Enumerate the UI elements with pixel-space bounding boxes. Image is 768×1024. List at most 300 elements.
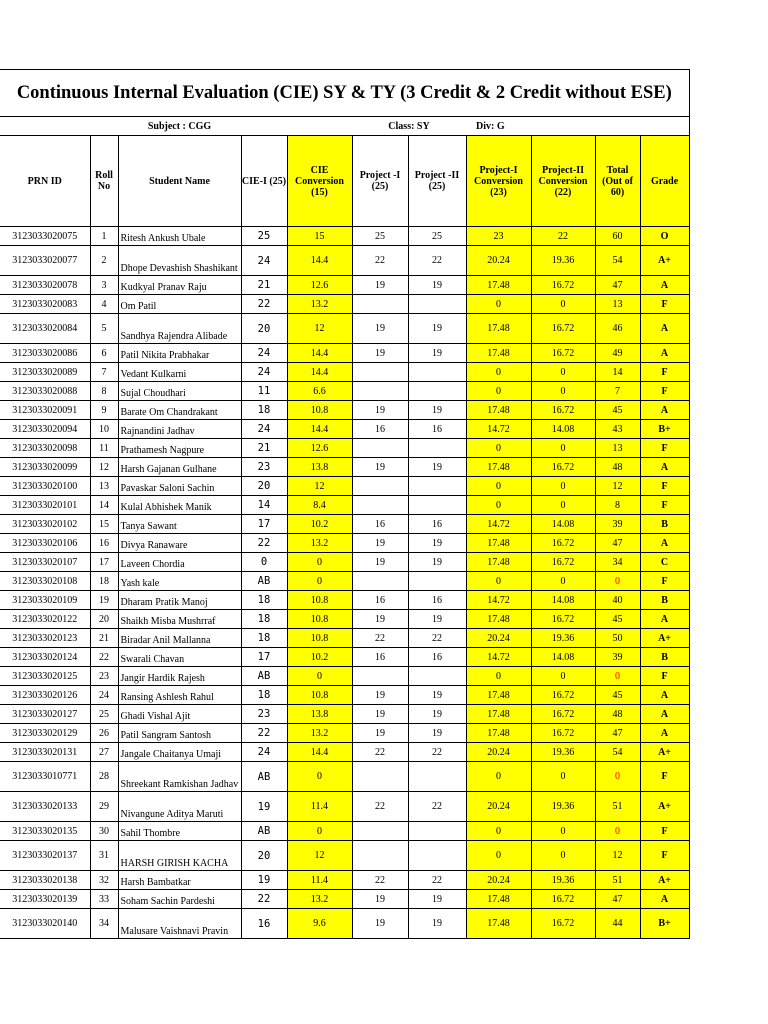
student-name-cell: Laveen Chordia xyxy=(118,553,241,572)
project-2-cell xyxy=(408,382,466,401)
cie-score-cell: 23 xyxy=(241,705,287,724)
student-name-cell: Kudkyal Pranav Raju xyxy=(118,276,241,295)
roll-cell: 5 xyxy=(90,314,118,344)
project-1-cell: 19 xyxy=(352,724,408,743)
grade-cell: F xyxy=(640,841,689,871)
project-1-cell xyxy=(352,572,408,591)
project-2-cell: 19 xyxy=(408,344,466,363)
roll-cell: 15 xyxy=(90,515,118,534)
table-row xyxy=(0,743,689,762)
total-cell: 43 xyxy=(595,420,640,439)
project-1-cell xyxy=(352,822,408,841)
project-2-conversion-cell: 16.72 xyxy=(531,724,595,743)
total-cell: 45 xyxy=(595,686,640,705)
project-2-cell: 19 xyxy=(408,724,466,743)
grade-cell: A+ xyxy=(640,629,689,648)
project-2-conversion-cell: 14.08 xyxy=(531,515,595,534)
cie-table xyxy=(0,69,690,939)
prn-cell: 3123033020127 xyxy=(0,705,90,724)
project-1-conversion-cell: 0 xyxy=(466,762,531,792)
project-1-cell: 19 xyxy=(352,314,408,344)
prn-cell: 3123033020091 xyxy=(0,401,90,420)
total-cell: 45 xyxy=(595,401,640,420)
project-2-conversion-cell: 0 xyxy=(531,439,595,458)
student-name-cell: Patil Sangram Santosh xyxy=(118,724,241,743)
project-1-conversion-cell: 20.24 xyxy=(466,629,531,648)
project-1-conversion-cell: 0 xyxy=(466,363,531,382)
project-1-cell xyxy=(352,439,408,458)
roll-cell: 20 xyxy=(90,610,118,629)
project-1-conversion-cell: 0 xyxy=(466,667,531,686)
project-1-conversion-cell: 17.48 xyxy=(466,890,531,909)
project-2-conversion-cell: 0 xyxy=(531,295,595,314)
project-2-conversion-cell: 16.72 xyxy=(531,705,595,724)
roll-cell: 26 xyxy=(90,724,118,743)
project-2-conversion-cell: 16.72 xyxy=(531,344,595,363)
grade-cell: F xyxy=(640,477,689,496)
cie-conversion-cell: 0 xyxy=(287,553,352,572)
table-row xyxy=(0,890,689,909)
student-name-cell: Jangale Chaitanya Umaji xyxy=(118,743,241,762)
header-grade: Grade xyxy=(640,136,689,227)
grade-cell: F xyxy=(640,382,689,401)
project-1-conversion-cell: 0 xyxy=(466,295,531,314)
header-cie: CIE-I (25) xyxy=(241,136,287,227)
project-1-cell: 25 xyxy=(352,227,408,246)
project-2-cell xyxy=(408,762,466,792)
total-cell: 47 xyxy=(595,724,640,743)
cie-score-cell: 11 xyxy=(241,382,287,401)
project-2-conversion-cell: 0 xyxy=(531,762,595,792)
table-row xyxy=(0,909,689,939)
table-row xyxy=(0,648,689,667)
project-2-cell: 22 xyxy=(408,246,466,276)
student-name-cell: Harsh Gajanan Gulhane xyxy=(118,458,241,477)
prn-cell: 3123033020139 xyxy=(0,890,90,909)
prn-cell: 3123033020078 xyxy=(0,276,90,295)
project-2-cell: 22 xyxy=(408,871,466,890)
grade-cell: A xyxy=(640,344,689,363)
grade-cell: A xyxy=(640,276,689,295)
table-row xyxy=(0,629,689,648)
project-2-cell: 19 xyxy=(408,314,466,344)
grade-cell: F xyxy=(640,363,689,382)
table-row xyxy=(0,792,689,822)
cie-conversion-cell: 10.8 xyxy=(287,401,352,420)
prn-cell: 3123033020086 xyxy=(0,344,90,363)
roll-cell: 29 xyxy=(90,792,118,822)
grade-cell: A xyxy=(640,534,689,553)
prn-cell: 3123033020084 xyxy=(0,314,90,344)
project-1-cell xyxy=(352,382,408,401)
project-1-conversion-cell: 17.48 xyxy=(466,553,531,572)
project-2-cell: 16 xyxy=(408,648,466,667)
grade-cell: F xyxy=(640,496,689,515)
project-1-cell: 19 xyxy=(352,909,408,939)
project-1-cell: 22 xyxy=(352,629,408,648)
prn-cell: 3123033020138 xyxy=(0,871,90,890)
project-1-conversion-cell: 0 xyxy=(466,477,531,496)
student-name-cell: Sujal Choudhari xyxy=(118,382,241,401)
table-row xyxy=(0,667,689,686)
prn-cell: 3123033020107 xyxy=(0,553,90,572)
total-cell: 47 xyxy=(595,890,640,909)
roll-cell: 33 xyxy=(90,890,118,909)
cie-conversion-cell: 8.4 xyxy=(287,496,352,515)
grade-cell: A xyxy=(640,705,689,724)
total-cell: 12 xyxy=(595,477,640,496)
roll-cell: 19 xyxy=(90,591,118,610)
project-1-conversion-cell: 14.72 xyxy=(466,515,531,534)
project-2-cell: 16 xyxy=(408,515,466,534)
student-name-cell: Soham Sachin Pardeshi xyxy=(118,890,241,909)
project-2-cell: 19 xyxy=(408,909,466,939)
total-cell: 34 xyxy=(595,553,640,572)
table-row xyxy=(0,246,689,276)
student-name-cell: Harsh Bambatkar xyxy=(118,871,241,890)
grade-cell: A+ xyxy=(640,871,689,890)
grade-cell: B xyxy=(640,648,689,667)
cie-score-cell: 14 xyxy=(241,496,287,515)
table-row xyxy=(0,363,689,382)
cie-score-cell: 18 xyxy=(241,591,287,610)
project-1-conversion-cell: 17.48 xyxy=(466,344,531,363)
total-cell: 13 xyxy=(595,295,640,314)
cie-conversion-cell: 12.6 xyxy=(287,439,352,458)
project-1-conversion-cell: 17.48 xyxy=(466,686,531,705)
roll-cell: 9 xyxy=(90,401,118,420)
student-name-cell: Patil Nikita Prabhakar xyxy=(118,344,241,363)
project-1-conversion-cell: 20.24 xyxy=(466,792,531,822)
project-2-conversion-cell: 14.08 xyxy=(531,648,595,667)
grade-cell: A xyxy=(640,610,689,629)
project-2-cell: 19 xyxy=(408,458,466,477)
total-cell: 60 xyxy=(595,227,640,246)
table-row xyxy=(0,458,689,477)
student-name-cell: Shaikh Misba Mushrraf xyxy=(118,610,241,629)
total-cell: 40 xyxy=(595,591,640,610)
total-cell: 48 xyxy=(595,458,640,477)
cie-conversion-cell: 10.8 xyxy=(287,629,352,648)
project-1-conversion-cell: 20.24 xyxy=(466,871,531,890)
project-2-conversion-cell: 0 xyxy=(531,477,595,496)
total-cell: 13 xyxy=(595,439,640,458)
project-1-conversion-cell: 0 xyxy=(466,572,531,591)
roll-cell: 13 xyxy=(90,477,118,496)
grade-cell: B xyxy=(640,515,689,534)
project-1-conversion-cell: 17.48 xyxy=(466,534,531,553)
table-row xyxy=(0,295,689,314)
project-1-conversion-cell: 14.72 xyxy=(466,591,531,610)
grade-cell: O xyxy=(640,227,689,246)
project-1-cell: 22 xyxy=(352,246,408,276)
grade-cell: A+ xyxy=(640,792,689,822)
roll-cell: 25 xyxy=(90,705,118,724)
table-row xyxy=(0,822,689,841)
cie-conversion-cell: 14.4 xyxy=(287,344,352,363)
roll-cell: 8 xyxy=(90,382,118,401)
cie-conversion-cell: 0 xyxy=(287,572,352,591)
cie-conversion-cell: 15 xyxy=(287,227,352,246)
cie-score-cell: 19 xyxy=(241,792,287,822)
project-1-cell xyxy=(352,667,408,686)
project-1-conversion-cell: 0 xyxy=(466,382,531,401)
roll-cell: 28 xyxy=(90,762,118,792)
table-row xyxy=(0,686,689,705)
table-row xyxy=(0,227,689,246)
project-1-cell: 19 xyxy=(352,686,408,705)
total-cell: 51 xyxy=(595,871,640,890)
cie-score-cell: 24 xyxy=(241,363,287,382)
project-1-conversion-cell: 17.48 xyxy=(466,314,531,344)
project-1-conversion-cell: 23 xyxy=(466,227,531,246)
project-1-conversion-cell: 17.48 xyxy=(466,724,531,743)
student-name-cell: Yash kale xyxy=(118,572,241,591)
cie-score-cell: 18 xyxy=(241,629,287,648)
cie-score-cell: 22 xyxy=(241,890,287,909)
table-row xyxy=(0,477,689,496)
cie-conversion-cell: 12 xyxy=(287,841,352,871)
project-1-conversion-cell: 17.48 xyxy=(466,705,531,724)
table-row xyxy=(0,382,689,401)
student-name-cell: Nivangune Aditya Maruti xyxy=(118,792,241,822)
cie-score-cell: 20 xyxy=(241,841,287,871)
cie-score-cell: AB xyxy=(241,762,287,792)
prn-cell: 3123033020098 xyxy=(0,439,90,458)
total-cell: 54 xyxy=(595,743,640,762)
project-2-conversion-cell: 19.36 xyxy=(531,871,595,890)
grade-cell: A xyxy=(640,724,689,743)
cie-conversion-cell: 0 xyxy=(287,762,352,792)
total-cell: 46 xyxy=(595,314,640,344)
prn-cell: 3123033020133 xyxy=(0,792,90,822)
total-cell: 0 xyxy=(595,572,640,591)
roll-cell: 12 xyxy=(90,458,118,477)
roll-cell: 23 xyxy=(90,667,118,686)
grade-cell: B xyxy=(640,591,689,610)
project-1-cell: 16 xyxy=(352,648,408,667)
student-name-cell: Kulal Abhishek Manik xyxy=(118,496,241,515)
prn-cell: 3123033020135 xyxy=(0,822,90,841)
student-name-cell: Vedant Kulkarni xyxy=(118,363,241,382)
project-2-cell: 16 xyxy=(408,591,466,610)
student-name-cell: Dharam Pratik Manoj xyxy=(118,591,241,610)
student-name-cell: Jangir Hardik Rajesh xyxy=(118,667,241,686)
cie-conversion-cell: 9.6 xyxy=(287,909,352,939)
cie-conversion-cell: 10.2 xyxy=(287,648,352,667)
grade-cell: A xyxy=(640,314,689,344)
prn-cell: 3123033020126 xyxy=(0,686,90,705)
project-1-cell: 19 xyxy=(352,344,408,363)
project-1-cell: 16 xyxy=(352,420,408,439)
project-2-cell xyxy=(408,439,466,458)
student-name-cell: Dhope Devashish Shashikant xyxy=(118,246,241,276)
cie-score-cell: 20 xyxy=(241,477,287,496)
table-row xyxy=(0,762,689,792)
project-2-cell: 22 xyxy=(408,792,466,822)
project-2-cell: 19 xyxy=(408,534,466,553)
table-row xyxy=(0,724,689,743)
table-row xyxy=(0,515,689,534)
prn-cell: 3123033020106 xyxy=(0,534,90,553)
roll-cell: 14 xyxy=(90,496,118,515)
table-row xyxy=(0,401,689,420)
project-2-cell: 16 xyxy=(408,420,466,439)
cie-score-cell: 24 xyxy=(241,344,287,363)
cie-score-cell: 19 xyxy=(241,871,287,890)
project-2-cell: 19 xyxy=(408,553,466,572)
student-name-cell: Om Patil xyxy=(118,295,241,314)
project-1-conversion-cell: 0 xyxy=(466,439,531,458)
grade-cell: F xyxy=(640,762,689,792)
grade-cell: A xyxy=(640,686,689,705)
prn-cell: 3123033020140 xyxy=(0,909,90,939)
project-1-cell: 22 xyxy=(352,871,408,890)
student-name-cell: Sahil Thombre xyxy=(118,822,241,841)
roll-cell: 18 xyxy=(90,572,118,591)
project-2-cell xyxy=(408,477,466,496)
cie-score-cell: 21 xyxy=(241,276,287,295)
class-label: Class: SY xyxy=(352,117,466,136)
student-name-cell: Ghadi Vishal Ajit xyxy=(118,705,241,724)
project-1-cell xyxy=(352,762,408,792)
grade-cell: A xyxy=(640,890,689,909)
project-1-conversion-cell: 0 xyxy=(466,496,531,515)
student-name-cell: Sandhya Rajendra Alibade xyxy=(118,314,241,344)
roll-cell: 21 xyxy=(90,629,118,648)
prn-cell: 3123033020109 xyxy=(0,591,90,610)
project-2-conversion-cell: 0 xyxy=(531,822,595,841)
project-2-conversion-cell: 14.08 xyxy=(531,420,595,439)
cie-conversion-cell: 11.4 xyxy=(287,792,352,822)
prn-cell: 3123033020099 xyxy=(0,458,90,477)
project-1-cell: 22 xyxy=(352,792,408,822)
project-1-cell: 19 xyxy=(352,610,408,629)
cie-score-cell: AB xyxy=(241,572,287,591)
cie-conversion-cell: 12.6 xyxy=(287,276,352,295)
header-project-2-conversion: Project-II Conversion (22) xyxy=(531,136,595,227)
cie-conversion-cell: 13.2 xyxy=(287,724,352,743)
roll-cell: 30 xyxy=(90,822,118,841)
cie-score-cell: 22 xyxy=(241,724,287,743)
cie-score-cell: 18 xyxy=(241,686,287,705)
roll-cell: 32 xyxy=(90,871,118,890)
cie-conversion-cell: 10.8 xyxy=(287,686,352,705)
project-1-cell: 19 xyxy=(352,534,408,553)
table-row xyxy=(0,496,689,515)
student-name-cell: HARSH GIRISH KACHA xyxy=(118,841,241,871)
prn-cell: 3123033020075 xyxy=(0,227,90,246)
cie-score-cell: 24 xyxy=(241,420,287,439)
roll-cell: 10 xyxy=(90,420,118,439)
project-1-cell xyxy=(352,496,408,515)
project-2-cell: 22 xyxy=(408,629,466,648)
project-2-conversion-cell: 16.72 xyxy=(531,909,595,939)
project-2-cell xyxy=(408,667,466,686)
project-2-cell xyxy=(408,841,466,871)
header-project-1: Project -I (25) xyxy=(352,136,408,227)
project-2-conversion-cell: 0 xyxy=(531,667,595,686)
project-1-cell: 19 xyxy=(352,705,408,724)
table-row xyxy=(0,705,689,724)
grade-cell: B+ xyxy=(640,909,689,939)
project-2-conversion-cell: 22 xyxy=(531,227,595,246)
sheet-title: Continuous Internal Evaluation (CIE) SY & TY (3 Credit & 2 Credit without ESE) xyxy=(0,70,689,117)
student-name-cell: Biradar Anil Mallanna xyxy=(118,629,241,648)
cie-conversion-cell: 13.2 xyxy=(287,295,352,314)
total-cell: 48 xyxy=(595,705,640,724)
student-name-cell: Malusare Vaishnavi Pravin xyxy=(118,909,241,939)
table-row xyxy=(0,610,689,629)
project-1-cell xyxy=(352,841,408,871)
project-2-cell: 25 xyxy=(408,227,466,246)
project-1-cell: 19 xyxy=(352,276,408,295)
project-2-cell: 22 xyxy=(408,743,466,762)
project-2-cell xyxy=(408,363,466,382)
project-2-cell xyxy=(408,496,466,515)
prn-cell: 3123033020122 xyxy=(0,610,90,629)
cie-conversion-cell: 12 xyxy=(287,314,352,344)
project-2-conversion-cell: 16.72 xyxy=(531,610,595,629)
roll-cell: 27 xyxy=(90,743,118,762)
grade-cell: A+ xyxy=(640,246,689,276)
project-1-cell: 16 xyxy=(352,515,408,534)
project-1-conversion-cell: 17.48 xyxy=(466,276,531,295)
roll-cell: 1 xyxy=(90,227,118,246)
table-row xyxy=(0,871,689,890)
header-total: Total (Out of 60) xyxy=(595,136,640,227)
roll-cell: 17 xyxy=(90,553,118,572)
student-name-cell: Rajnandini Jadhav xyxy=(118,420,241,439)
roll-cell: 4 xyxy=(90,295,118,314)
prn-cell: 3123033020077 xyxy=(0,246,90,276)
table-row xyxy=(0,439,689,458)
header-cie-conversion: CIE Conversion (15) xyxy=(287,136,352,227)
project-1-conversion-cell: 0 xyxy=(466,822,531,841)
project-1-cell xyxy=(352,295,408,314)
roll-cell: 34 xyxy=(90,909,118,939)
grade-cell: F xyxy=(640,295,689,314)
roll-cell: 11 xyxy=(90,439,118,458)
project-2-cell xyxy=(408,295,466,314)
project-2-cell: 19 xyxy=(408,401,466,420)
project-2-cell: 19 xyxy=(408,686,466,705)
prn-cell: 3123033020123 xyxy=(0,629,90,648)
roll-cell: 7 xyxy=(90,363,118,382)
total-cell: 54 xyxy=(595,246,640,276)
student-name-cell: Prathamesh Nagpure xyxy=(118,439,241,458)
project-2-conversion-cell: 16.72 xyxy=(531,534,595,553)
table-row xyxy=(0,591,689,610)
total-cell: 44 xyxy=(595,909,640,939)
project-1-conversion-cell: 17.48 xyxy=(466,909,531,939)
table-row xyxy=(0,841,689,871)
project-2-conversion-cell: 16.72 xyxy=(531,314,595,344)
total-cell: 47 xyxy=(595,276,640,295)
project-2-conversion-cell: 16.72 xyxy=(531,890,595,909)
total-cell: 49 xyxy=(595,344,640,363)
project-2-cell: 19 xyxy=(408,890,466,909)
table-row xyxy=(0,553,689,572)
grade-cell: F xyxy=(640,439,689,458)
student-name-cell: Ransing Ashlesh Rahul xyxy=(118,686,241,705)
project-1-cell: 22 xyxy=(352,743,408,762)
project-1-conversion-cell: 0 xyxy=(466,841,531,871)
total-cell: 47 xyxy=(595,534,640,553)
prn-cell: 3123033020100 xyxy=(0,477,90,496)
cie-score-cell: 24 xyxy=(241,743,287,762)
student-name-cell: Ritesh Ankush Ubale xyxy=(118,227,241,246)
